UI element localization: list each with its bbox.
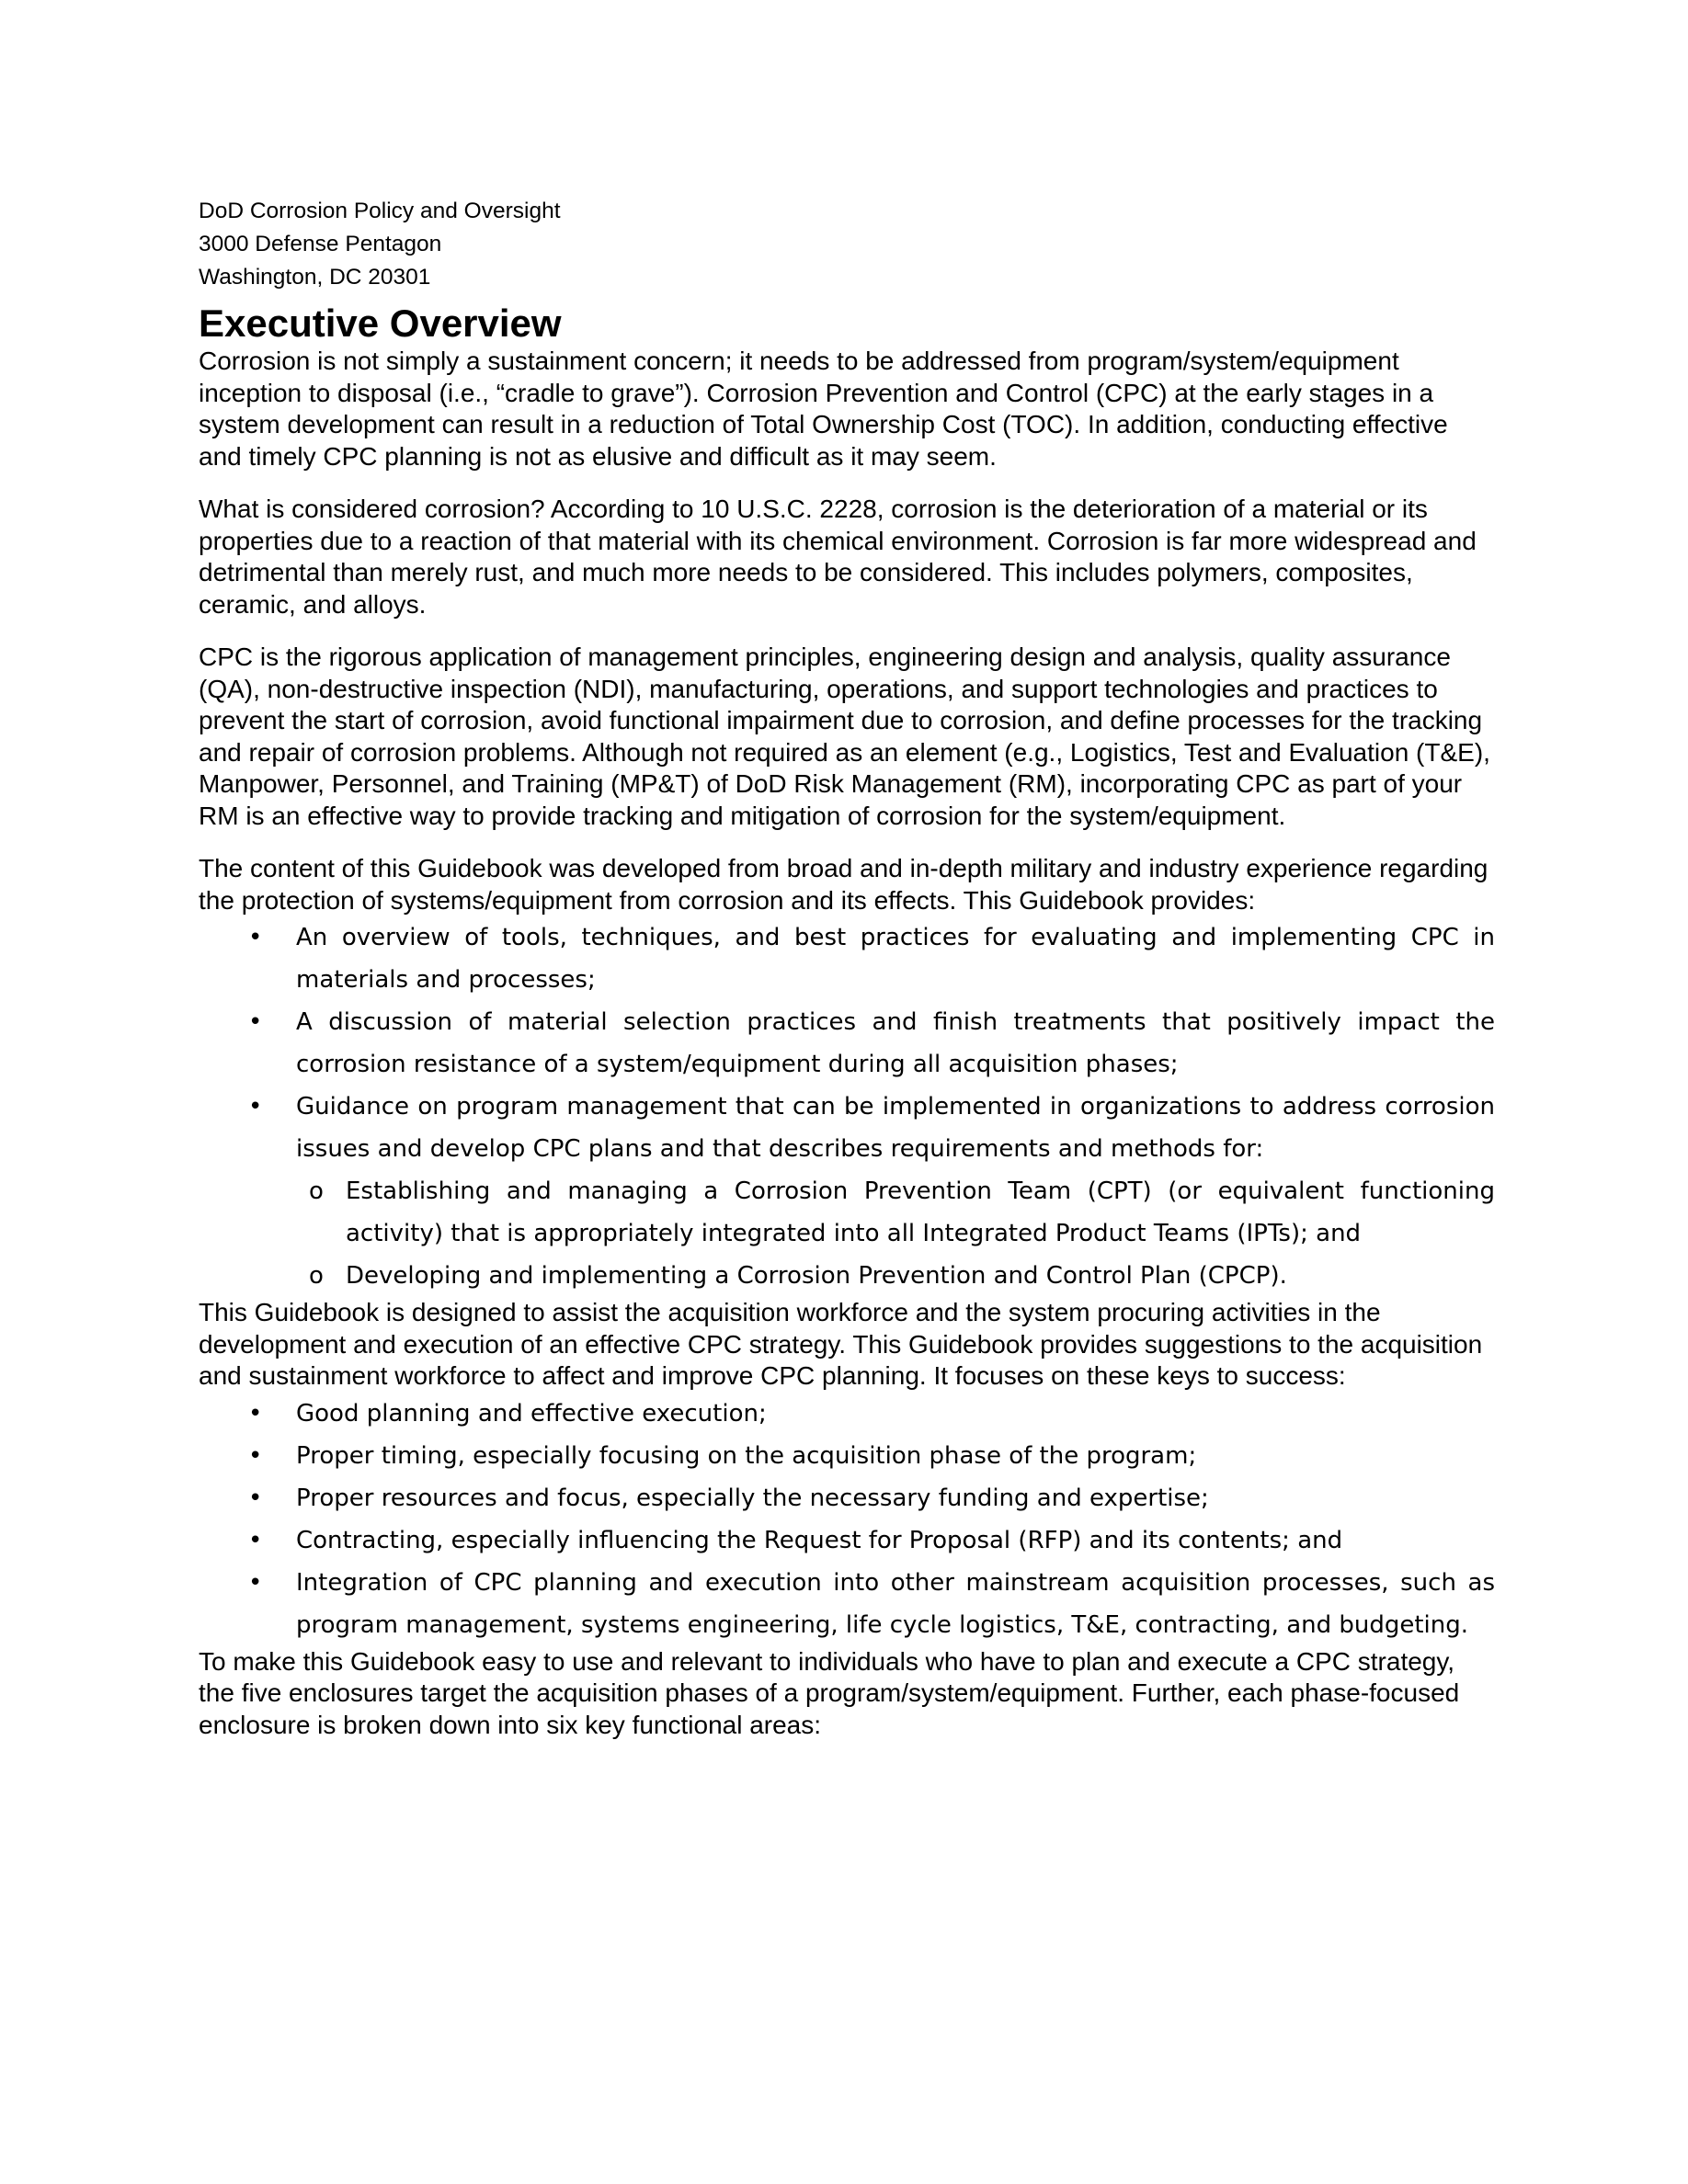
provides-list	[199, 916, 1495, 1297]
list-item: • Guidance on program management that can be implemented in organizations to address corrosion issues and develop CPC plans and that describes requirements and methods for: o Establishing and managing a Corrosion Prevention Team (CPT) (or equivalent functioning activity) that is appropriately integrated into all Integrated Product Teams (IPTs); and o Developing and implementing a Corrosion Prevention and Control Plan (CPCP).	[199, 1086, 1495, 1297]
keys-list	[199, 1393, 1495, 1646]
paragraph-cpc-definition: CPC is the rigorous application of management principles, engineering design and analysis, quality assurance (QA), non-destructive inspection (NDI), manufacturing, operations, and support technologies and practices to prevent the start of corrosion, avoid functional impairment due to corrosion, and define processes for the tracking and repair of corrosion problems. Although not required as an element (e.g., Logistics, Test and Evaluation (T&E), Manpower, Personnel, and Training (MP&T) of DoD Risk Management (RM), incorporating CPC as part of your RM is an effective way to provide tracking and mitigation of corrosion for the system/equipment.	[199, 643, 1490, 830]
list-item: • An overview of tools, techniques, and best practices for evaluating and implementing CPC in materials and processes;	[199, 916, 1495, 1001]
bullet-icon: •	[248, 1568, 263, 1597]
sub-list-item: o Establishing and managing a Corrosion Prevention Team (CPT) (or equivalent functioning activity) that is appropriately integrated into all Integrated Product Teams (IPTs); and	[296, 1170, 1495, 1255]
sub-bullet-icon: o	[309, 1262, 324, 1290]
address-line-3: Washington, DC 20301	[199, 265, 431, 290]
list-item: • Integration of CPC planning and execution into other mainstream acquisition processes, such as program management, systems engineering, life cycle logistics, T&E, contracting, and budgeting.	[199, 1562, 1495, 1646]
bullet-icon: •	[248, 1526, 263, 1554]
list-item: • Proper resources and focus, especially the necessary funding and expertise;	[199, 1477, 1495, 1519]
list-item: • Proper timing, especially focusing on the acquisition phase of the program;	[199, 1435, 1495, 1477]
sub-list-item: o Developing and implementing a Corrosion Prevention and Control Plan (CPCP).	[296, 1255, 1495, 1297]
sub-bullet-icon: o	[309, 1177, 324, 1205]
address-line-1: DoD Corrosion Policy and Oversight	[199, 199, 561, 223]
address-line-2: 3000 Defense Pentagon	[199, 232, 442, 256]
bullet-icon: •	[248, 924, 263, 951]
list-item: • A discussion of material selection practices and finish treatments that positively impact the corrosion resistance of a system/equipment during all acquisition phases;	[199, 1001, 1495, 1086]
paragraph-guidebook-content: The content of this Guidebook was developed from broad and in-depth military and industry experience regarding the protection of systems/equipment from corrosion and its effects. This Guidebook provides:	[199, 854, 1488, 915]
bullet-icon: •	[248, 1008, 263, 1036]
methods-sublist	[296, 1170, 1495, 1297]
paragraph-guidebook-purpose: This Guidebook is designed to assist the acquisition workforce and the system procuring activities in the development and execution of an effective CPC strategy. This Guidebook provides suggestions to the acquisition and sustainment workforce to affect and improve CPC planning. It focuses on these keys to success:	[199, 1298, 1483, 1390]
list-item: • Good planning and effective execution;	[199, 1393, 1495, 1435]
bullet-icon: •	[248, 1441, 263, 1470]
bullet-icon: •	[248, 1484, 263, 1512]
bullet-icon: •	[248, 1399, 263, 1428]
paragraph-corrosion-definition: What is considered corrosion? According to 10 U.S.C. 2228, corrosion is the deterioration of a material or its properties due to a reaction of that material with its chemical environment. Corrosion is far more widespread and detrimental than merely rust, and much more needs to be considered. This includes polymers, composites, ceramic, and alloys.	[199, 495, 1477, 619]
page-title: Executive Overview	[199, 301, 562, 345]
address-block	[199, 195, 1495, 294]
paragraph-intro: Corrosion is not simply a sustainment concern; it needs to be addressed from program/system/equipment inception to disposal (i.e., “cradle to grave”). Corrosion Prevention and Control (CPC) at the early stages in a system development can result in a reduction of Total Ownership Cost (TOC). In addition, conducting effective and timely CPC planning is not as elusive and difficult as it may seem.	[199, 347, 1448, 471]
bullet-icon: •	[248, 1093, 263, 1120]
document-page	[199, 195, 1495, 1762]
list-item: • Contracting, especially influencing the Request for Proposal (RFP) and its contents; and	[199, 1519, 1495, 1562]
paragraph-enclosures: To make this Guidebook easy to use and relevant to individuals who have to plan and execute a CPC strategy, the five enclosures target the acquisition phases of a program/system/equipment. Further, each phase-focused enclosure is broken down into six key functional areas:	[199, 1646, 1460, 1739]
